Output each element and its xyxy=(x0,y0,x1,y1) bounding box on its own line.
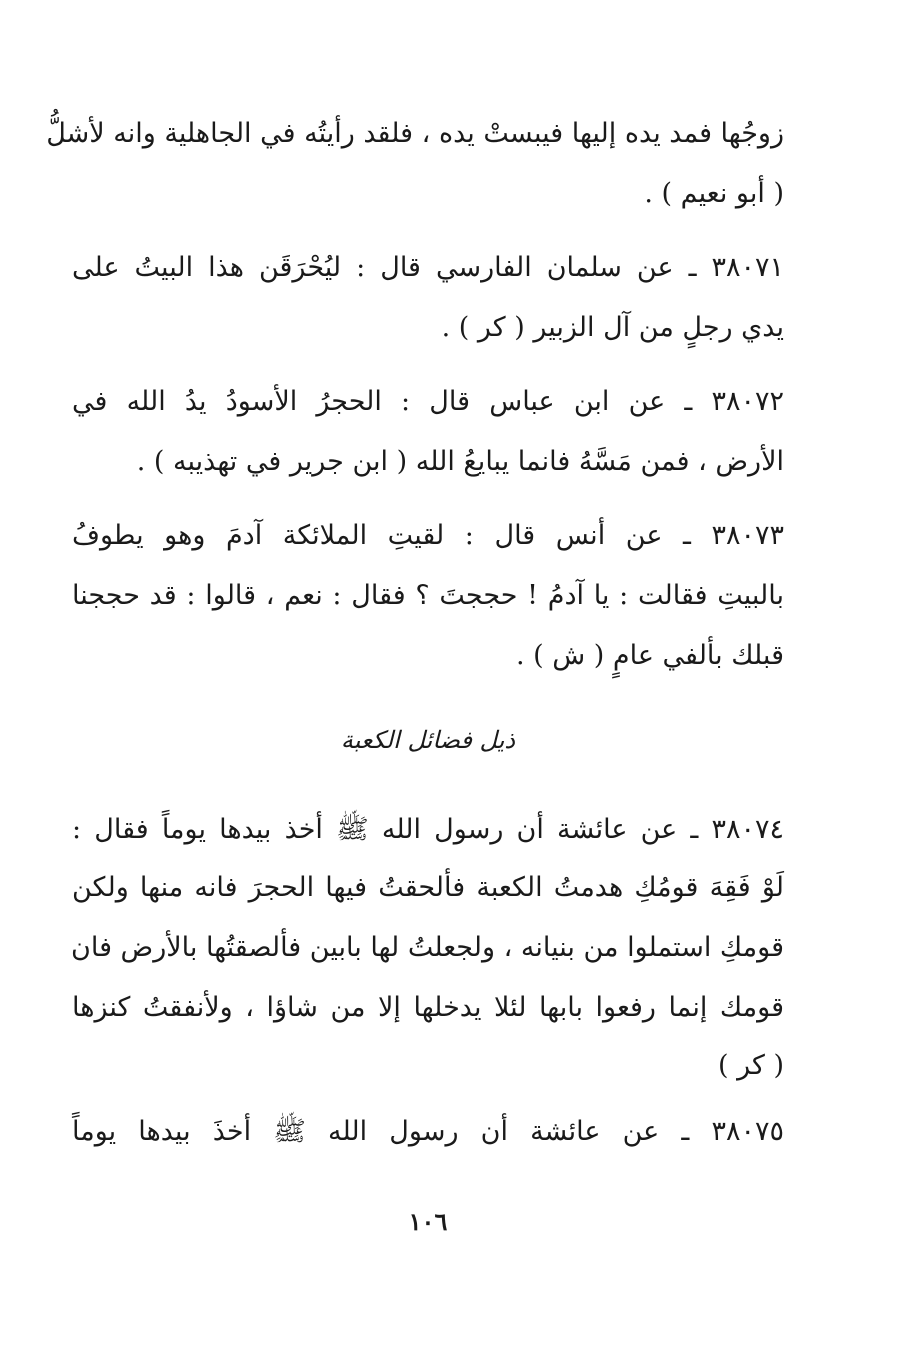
text-line: ٣٨٠٧٥ ـ عن عائشة أن رسول الله ﷺ أخذَ بيدها يوماً xyxy=(72,1116,784,1147)
text-line: ٣٨٠٧٣ ـ عن أنس قال : لقيتِ الملائكة آدمَ وهو يطوفُ xyxy=(72,520,784,551)
text-line: زوجُها فمد يده إليها فيبستْ يده ، فلقد رأيتُه في الجاهلية وانه لأشلُّ xyxy=(46,118,784,149)
text-line: قومك إنما رفعوا بابها لئلا يدخلها إلا من شاؤا ، ولأنفقتُ كنزها xyxy=(72,992,784,1023)
text-line: ٣٨٠٧١ ـ عن سلمان الفارسي قال : ليُحْرَقَن هذا البيتُ على xyxy=(72,252,784,283)
text-line: قومكِ استملوا من بنيانه ، ولجعلتُ لها بابين فألصقتُها بالأرض فان xyxy=(71,932,784,963)
text-line: لَوْ فَقِهَ قومُكِ هدمتُ الكعبة فألحقتُ فيها الحجرَ فانه منها ولكن xyxy=(72,872,784,903)
text-line: الأرض ، فمن مَسَّهُ فانما يبايعُ الله ( ابن جرير في تهذيبه ) . xyxy=(136,446,784,477)
text-line: بالبيتِ فقالت : يا آدمُ ! حججتَ ؟ فقال : نعم ، قالوا : قد حججنا xyxy=(72,580,784,611)
text-line: ٣٨٠٧٢ ـ عن ابن عباس قال : الحجرُ الأسودُ يدُ الله في xyxy=(72,386,784,417)
text-line: ( كر ) xyxy=(718,1050,784,1081)
text-line: ٣٨٠٧٤ ـ عن عائشة أن رسول الله ﷺ أخذ بيدها يوماً فقال : xyxy=(72,814,784,845)
text-line: قبلك بألفي عامٍ ( ش ) . xyxy=(515,640,784,671)
document-page xyxy=(46,0,784,1352)
text-line: يدي رجلٍ من آل الزبير ( كر ) . xyxy=(441,312,784,343)
text-line: ( أبو نعيم ) . xyxy=(644,178,784,209)
page-number: ١٠٦ xyxy=(408,1207,448,1236)
section-heading: ذيل فضائل الكعبة xyxy=(340,726,516,754)
